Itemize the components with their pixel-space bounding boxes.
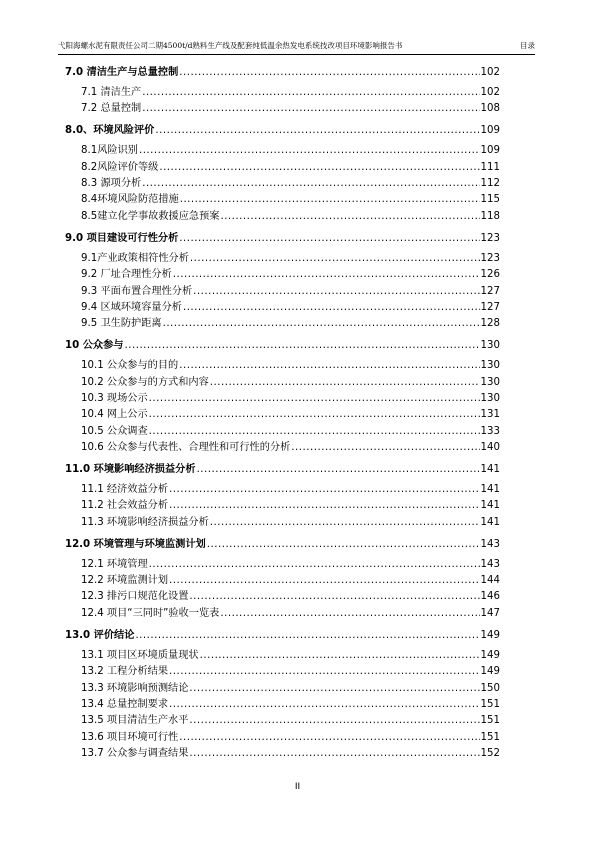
toc-dot-leader: [190, 251, 480, 267]
toc-entry-page: 144: [480, 575, 500, 587]
toc-dot-leader: [142, 101, 479, 117]
toc-dot-leader: [149, 557, 480, 573]
toc-section-entry[interactable]: [65, 697, 500, 713]
toc-entry-title: 12.4 项目“三同时”验收一览表: [81, 607, 220, 619]
toc-section-entry[interactable]: [65, 746, 500, 762]
toc-entry-title: 13.2 工程分析结果: [81, 666, 169, 678]
toc-entry-title: 11.0 环境影响经济损益分析: [65, 464, 196, 476]
toc-entry-page: 143: [480, 538, 500, 550]
toc-dot-leader: [169, 664, 480, 680]
toc-dot-leader: [183, 300, 480, 316]
toc-section-entry[interactable]: [65, 664, 500, 680]
toc-dot-leader: [155, 125, 479, 137]
toc-dot-leader: [180, 192, 480, 208]
toc-section-entry[interactable]: [65, 300, 500, 316]
toc-entry-page: 102: [480, 87, 500, 98]
toc-dot-leader: [169, 498, 480, 514]
toc-entry-page: 149: [480, 649, 500, 661]
toc-dot-leader: [173, 267, 480, 283]
toc-section-entry[interactable]: [65, 358, 500, 374]
toc-entry-title: 12.2 环境监测计划: [81, 575, 169, 587]
toc-dot-leader: [169, 573, 480, 589]
toc-dot-leader: [142, 176, 479, 192]
toc-section-entry[interactable]: [65, 284, 500, 300]
toc-dot-leader: [189, 746, 479, 762]
toc-entry-title: 13.4 总量控制要求: [81, 698, 169, 710]
toc-entry-page: 128: [480, 318, 500, 330]
toc-section-entry[interactable]: [65, 176, 500, 192]
toc-entry-title: 13.1 项目区环境质量现状: [81, 649, 199, 661]
toc-chapter-entry[interactable]: [65, 125, 500, 137]
toc-dot-leader: [179, 233, 479, 245]
toc-dot-leader: [179, 358, 479, 374]
toc-section-entry[interactable]: [65, 85, 500, 101]
toc-dot-leader: [139, 143, 480, 159]
toc-dot-leader: [197, 464, 480, 476]
toc-entry-page: 130: [480, 376, 500, 388]
toc-entry-title: 8.1风险识别: [81, 145, 138, 157]
toc-entry-page: 151: [480, 715, 500, 727]
toc-entry-title: 10 公众参与: [65, 340, 124, 352]
toc-dot-leader: [169, 697, 480, 713]
toc-section-entry[interactable]: [65, 498, 500, 514]
toc-entry-page: 112: [480, 178, 500, 190]
toc-entry-page: 108: [480, 103, 500, 115]
toc-entry-page: 133: [480, 425, 500, 437]
toc-entry-title: 7.0 清洁生产与总量控制: [65, 67, 179, 78]
toc-dot-leader: [210, 375, 480, 391]
toc-chapter-entry[interactable]: [65, 464, 500, 476]
toc-dot-leader: [135, 630, 479, 642]
toc-entry-title: 8.5建立化学事故救援应急预案: [81, 210, 220, 222]
toc-entry-page: 109: [480, 125, 500, 137]
toc-dot-leader: [124, 340, 479, 352]
toc-section-entry[interactable]: [65, 515, 500, 531]
toc-section-entry[interactable]: [65, 440, 500, 456]
toc-dot-leader: [149, 391, 480, 407]
toc-entry-title: 13.6 项目环境可行性: [81, 731, 179, 743]
toc-entry-page: 115: [480, 194, 500, 206]
toc-entry-title: 9.1产业政策相符性分析: [81, 252, 189, 264]
toc-entry-title: 9.5 卫生防护距离: [81, 318, 162, 330]
toc-entry-title: 12.3 排污口规范化设置: [81, 591, 189, 603]
toc-section-entry[interactable]: [65, 251, 500, 267]
toc-section-entry[interactable]: [65, 681, 500, 697]
toc-section-entry[interactable]: [65, 573, 500, 589]
toc-dot-leader: [149, 407, 480, 423]
toc-dot-leader: [159, 160, 479, 176]
toc-dot-leader: [189, 713, 479, 729]
toc-entry-page: 149: [480, 629, 500, 641]
toc-dot-leader: [193, 284, 479, 300]
toc-entry-page: 141: [480, 464, 500, 476]
header-section-label: 目录: [520, 41, 535, 50]
toc-entry-page: 111: [480, 161, 500, 173]
toc-entry-page: 151: [480, 698, 500, 710]
toc-section-entry[interactable]: [65, 209, 500, 225]
toc-section-entry[interactable]: [65, 589, 500, 605]
toc-chapter-entry[interactable]: [65, 630, 500, 642]
toc-entry-page: 123: [480, 252, 500, 264]
toc-chapter-entry[interactable]: [65, 67, 500, 79]
toc-section-entry[interactable]: [65, 648, 500, 664]
toc-dot-leader: [179, 67, 479, 79]
toc-dot-leader: [207, 539, 480, 551]
toc-entry-title: 12.1 环境管理: [81, 558, 148, 570]
toc-section-entry[interactable]: [65, 192, 500, 208]
toc-chapter-entry[interactable]: [65, 340, 500, 352]
toc-section-entry[interactable]: [65, 143, 500, 159]
toc-dot-leader: [179, 730, 479, 746]
toc-entry-title: 7.2 总量控制: [81, 103, 142, 115]
toc-entry-page: 131: [480, 409, 500, 421]
toc-entry-page: 147: [480, 607, 500, 619]
toc-entry-page: 118: [480, 210, 500, 222]
toc-entry-title: 7.1 清洁生产: [81, 87, 142, 98]
toc-chapter-entry[interactable]: [65, 233, 500, 245]
toc-section-entry[interactable]: [65, 316, 500, 332]
toc-entry-title: 10.6 公众参与代表性、合理性和可行性的分析: [81, 442, 291, 454]
toc-entry-title: 8.0、环境风险评价: [65, 125, 155, 137]
toc-section-entry[interactable]: [65, 557, 500, 573]
toc-entry-page: 123: [480, 232, 500, 244]
toc-dot-leader: [200, 648, 480, 664]
toc-section-entry[interactable]: [65, 375, 500, 391]
toc-entry-page: 152: [480, 748, 500, 760]
toc-entry-title: 9.2 厂址合理性分析: [81, 269, 172, 281]
toc-entry-page: 149: [480, 666, 500, 678]
toc-entry-title: 11.1 经济效益分析: [81, 484, 169, 496]
toc-entry-title: 11.3 环境影响经济损益分析: [81, 516, 209, 528]
toc-entry-title: 9.3 平面布置合理性分析: [81, 285, 193, 297]
toc-dot-leader: [220, 209, 479, 225]
running-header: [58, 40, 535, 54]
toc-entry-page: 109: [480, 145, 500, 157]
toc-entry-title: 13.3 环境影响预测结论: [81, 682, 189, 694]
toc-entry-title: 13.5 项目清洁生产水平: [81, 715, 189, 727]
header-divider: [58, 54, 535, 55]
toc-entry-title: 8.4环境风险防范措施: [81, 194, 179, 206]
toc-dot-leader: [189, 681, 479, 697]
toc-entry-page: 130: [480, 392, 500, 404]
toc-entry-title: 9.0 项目建设可行性分析: [65, 232, 179, 244]
toc-dot-leader: [163, 316, 480, 332]
toc-section-entry[interactable]: [65, 267, 500, 283]
page-number: II: [294, 782, 301, 792]
toc-entry-title: 11.2 社会效益分析: [81, 500, 169, 512]
toc-dot-leader: [210, 515, 480, 531]
toc-dot-leader: [169, 482, 480, 498]
toc-section-entry[interactable]: [65, 482, 500, 498]
toc-entry-page: 130: [480, 360, 500, 372]
toc-entry-title: 13.7 公众参与调查结果: [81, 748, 189, 760]
toc-entry-page: 150: [480, 682, 500, 694]
toc-entry-title: 13.0 评价结论: [65, 629, 135, 641]
toc-entry-title: 9.4 区域环境容量分析: [81, 301, 182, 313]
toc-section-entry[interactable]: [65, 713, 500, 729]
toc-entry-page: 141: [480, 484, 500, 496]
toc-entry-title: 10.3 现场公示: [81, 392, 148, 404]
toc-entry-page: 127: [480, 285, 500, 297]
toc-section-entry[interactable]: [65, 606, 500, 622]
toc-entry-title: 8.3 源项分析: [81, 178, 142, 190]
toc-section-entry[interactable]: [65, 391, 500, 407]
toc-dot-leader: [220, 606, 479, 622]
toc-entry-title: 12.0 环境管理与环境监测计划: [65, 538, 206, 550]
toc-entry-page: 140: [480, 442, 500, 454]
toc-dot-leader: [142, 85, 479, 101]
toc-entry-page: 141: [480, 500, 500, 512]
toc-entry-title: 10.1 公众参与的目的: [81, 360, 179, 372]
toc-entry-page: 143: [480, 558, 500, 570]
toc-section-entry[interactable]: [65, 407, 500, 423]
toc-chapter-entry[interactable]: [65, 539, 500, 551]
toc-entry-page: 127: [480, 301, 500, 313]
toc-entry-title: 10.5 公众调查: [81, 425, 148, 437]
toc-entry-page: 130: [480, 340, 500, 352]
toc-entry-page: 151: [480, 731, 500, 743]
toc-entry-title: 10.4 网上公示: [81, 409, 148, 421]
toc-entry-page: 126: [480, 269, 500, 281]
toc-section-entry[interactable]: [65, 730, 500, 746]
toc-entry-page: 146: [480, 591, 500, 603]
toc-entry-page: 141: [480, 516, 500, 528]
toc-section-entry[interactable]: [65, 160, 500, 176]
toc-entry-title: 10.2 公众参与的方式和内容: [81, 376, 209, 388]
toc-entry-page: 102: [480, 67, 500, 78]
table-of-contents: [65, 67, 500, 763]
toc-dot-leader: [291, 440, 479, 456]
toc-dot-leader: [149, 424, 480, 440]
toc-entry-title: 8.2风险评价等级: [81, 161, 159, 173]
toc-section-entry[interactable]: [65, 101, 500, 117]
header-report-title: 弋阳海螺水泥有限责任公司二期4500t/d熟料生产线及配套纯低温余热发电系统技改项目环境影响报告书: [58, 41, 403, 50]
toc-section-entry[interactable]: [65, 424, 500, 440]
toc-dot-leader: [189, 589, 479, 605]
